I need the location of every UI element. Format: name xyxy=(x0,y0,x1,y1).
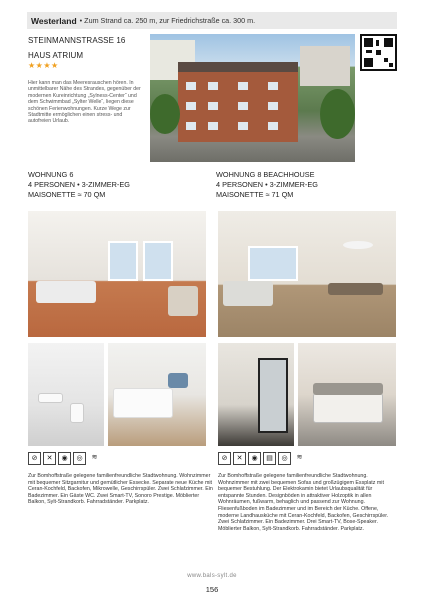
unit-6-living-room-photo xyxy=(28,211,206,337)
unit-8-description: Zur Bomhoffstraße gelegene familienfreundliche Stadtwohnung. Wohnzimmer mit zwei bequemen Sofas und großzügigem Essplatz mit bequemer Bestuhlung. Der Elektrokamin bietet Urlaubsqualität für entspannte Stunden. Designböden in attraktiver Holzoptik in allen Wohnräumen, fußwarm, behaglich und passend zur Wohnung. Fliesenfußboden im Badezimmer und im Bereich der Küche. Offene, moderne Landhausküche mit Ceran-Kochfeld, Backofen, Geschirrspüler. Zwei Schlafzimmer. Ein Badezimmer. Drei Smart-TV, Bose-Speaker. Möblierter Balkon, Sylt-Strandkorb. Fahrradständer. Parkplatz. xyxy=(218,473,389,532)
unit-6-title xyxy=(28,170,130,200)
house-street: STEINMANNSTRASSE 16 xyxy=(28,36,126,45)
dryer-icon: ◎ xyxy=(278,452,291,465)
unit-name: WOHNUNG 6 xyxy=(28,170,74,179)
location-name: Westerland xyxy=(31,15,77,26)
unit-8-amenities xyxy=(218,452,306,465)
dryer-icon: ◎ xyxy=(73,452,86,465)
website-link[interactable]: www.bals-sylt.de xyxy=(187,573,237,579)
wifi-icon: ≋ xyxy=(91,453,98,461)
house-intro: Hier kann man das Meeresrauschen hören. In unmittelbarer Nähe des Strandes, gegenüber der modernen Kureinrichtung „Sylness-Center“ und dem Schwimmbad „Sylter Welle“, liegen diese schönen Ferienwohnungen. Kurze Wege zur Stadtmitte ermöglichen einen stress- und autofreien Urlaub. xyxy=(28,80,141,125)
washing-machine-icon: ◉ xyxy=(58,452,71,465)
background-building xyxy=(300,46,350,86)
star-rating: ★★★★ xyxy=(28,61,59,70)
house-name: HAUS ATRIUM xyxy=(28,51,84,60)
location-distances: • Zum Strand ca. 250 m, zur Friedrichstraße ca. 300 m. xyxy=(79,16,256,25)
house-title xyxy=(28,35,125,61)
no-smoking-icon: ⊘ xyxy=(28,452,41,465)
unit-6-description: Zur Bomhoffstraße gelegene familienfreundliche Stadtwohnung. Wohnzimmer mit bequemer Sitzgarnitur und gemütlicher Essecke. Separate neue Küche mit Ceran-Kochfeld, Backofen, Mikrowelle, Geschirrspüler. Zwei Schlafzimmer. Ein Badezimmer. Ein Gäste WC. Zwei Smart-TV, Sonoro Prestige. Möblierter Balkon, Sylt-Strandkorb. Fahrradständer. Parkplatz. xyxy=(28,473,213,506)
washing-machine-icon: ◉ xyxy=(248,452,261,465)
dishwasher-icon: ▤ xyxy=(263,452,276,465)
unit-8-bathroom-photo xyxy=(218,343,294,446)
no-pets-icon: ✕ xyxy=(43,452,56,465)
no-smoking-icon: ⊘ xyxy=(218,452,231,465)
unit-persons: 4 PERSONEN • 3-ZIMMER-EG xyxy=(28,180,130,189)
page-number: 156 xyxy=(205,585,219,594)
unit-persons: 4 PERSONEN • 3-ZIMMER-EG xyxy=(216,180,318,189)
unit-6-bathroom-photo xyxy=(28,343,104,446)
house-exterior-photo xyxy=(150,34,355,162)
qr-code[interactable] xyxy=(360,34,397,71)
unit-name: WOHNUNG 8 BEACHHOUSE xyxy=(216,170,315,179)
no-pets-icon: ✕ xyxy=(233,452,246,465)
wifi-icon: ≋ xyxy=(296,453,303,461)
unit-size: MAISONETTE ≈ 71 QM xyxy=(216,190,294,199)
unit-8-living-room-photo xyxy=(218,211,396,337)
unit-8-title xyxy=(216,170,318,200)
location-header xyxy=(27,12,397,29)
unit-6-bedroom-photo xyxy=(108,343,206,446)
unit-6-amenities xyxy=(28,452,101,465)
house-building xyxy=(178,62,298,142)
unit-size: MAISONETTE ≈ 70 QM xyxy=(28,190,106,199)
unit-8-bedroom-photo xyxy=(298,343,396,446)
